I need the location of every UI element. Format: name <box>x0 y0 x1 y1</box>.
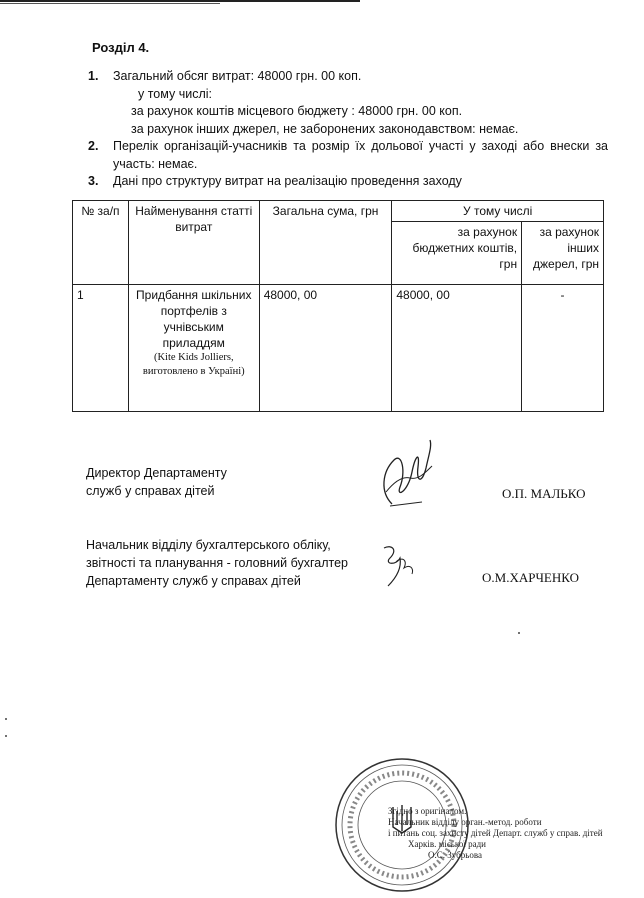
stamp-line-3: і питань соц. захисту дітей Департ. служб у справ. дітей <box>388 828 603 838</box>
participants-text: Перелік організацій-учасників та розмір їх дольової участі у заході або внески за участь: немає. <box>113 139 608 171</box>
top-scan-line-2 <box>0 3 220 4</box>
list-item-2 <box>88 138 608 173</box>
expenses-table <box>72 200 604 412</box>
top-scan-line <box>0 0 360 2</box>
stamp-line-5: О.С. Зубрьова <box>428 850 482 860</box>
director-name: О.П. МАЛЬКО <box>502 486 586 501</box>
header-total: Загальна сума, грн <box>259 201 392 285</box>
cell-name <box>128 285 259 412</box>
stamp-line-2: Начальник відділу орган.-метод. роботи <box>388 817 542 827</box>
director-role-line-2: служб у справах дітей <box>86 484 215 498</box>
stamp-line-4: Харків. міської ради <box>408 839 486 849</box>
accountant-signature <box>374 540 424 590</box>
section-title: Розділ 4. <box>92 40 150 55</box>
including-line: у тому числі: <box>138 86 213 101</box>
structure-text: Дані про структуру витрат на реалізацію проведення заходу <box>113 174 462 188</box>
director-signature <box>372 432 442 512</box>
accountant-name: О.М.ХАРЧЕНКО <box>482 570 579 585</box>
accountant-role-line-1: Начальник відділу бухгалтерського обліку, <box>86 538 331 552</box>
director-role-line-1: Директор Департаменту <box>86 466 227 480</box>
accountant-role-line-3: Департаменту служб у справах дітей <box>86 574 301 588</box>
table-row <box>73 285 604 412</box>
header-number: № за/п <box>73 201 129 285</box>
item-name: Придбання шкільних портфелів з учнівським приладдям <box>136 288 252 350</box>
cell-budget: 48000, 00 <box>392 285 522 412</box>
accountant-role-line-2: звітності та планування - головний бухгалтер <box>86 556 348 570</box>
cell-number: 1 <box>73 285 129 412</box>
item-number: 2. <box>88 139 99 153</box>
list-item-3 <box>88 173 608 191</box>
list-item-1 <box>88 68 608 138</box>
header-other: за рахунок інших джерел, грн <box>522 222 604 285</box>
scan-speck <box>5 735 7 737</box>
stamp-line-1: Згідно з оригіналом. <box>388 806 467 816</box>
item-note: (Kite Kids Jolliers, виготовлено в Україні) <box>142 352 245 377</box>
stamp-certification <box>388 806 603 861</box>
local-budget-line: за рахунок коштів місцевого бюджету : 48000 грн. 00 коп. <box>131 104 463 118</box>
scan-speck <box>518 632 520 634</box>
header-name: Найменування статті витрат <box>128 201 259 285</box>
other-sources-line: за рахунок інших джерел, не заборонених законодавством: немає. <box>131 121 519 136</box>
scan-speck <box>5 718 7 720</box>
cell-total: 48000, 00 <box>259 285 392 412</box>
items-list <box>88 68 608 191</box>
cell-other: - <box>522 285 604 412</box>
total-expenses-line: Загальний обсяг витрат: 48000 грн. 00 коп. <box>113 69 362 83</box>
item-number: 3. <box>88 174 99 188</box>
header-including: У тому числі <box>392 201 604 222</box>
item-number: 1. <box>88 69 99 83</box>
director-role <box>86 464 227 500</box>
table-header-row <box>73 201 604 222</box>
header-budget: за рахунок бюджетних коштів, грн <box>392 222 522 285</box>
accountant-role <box>86 536 348 590</box>
